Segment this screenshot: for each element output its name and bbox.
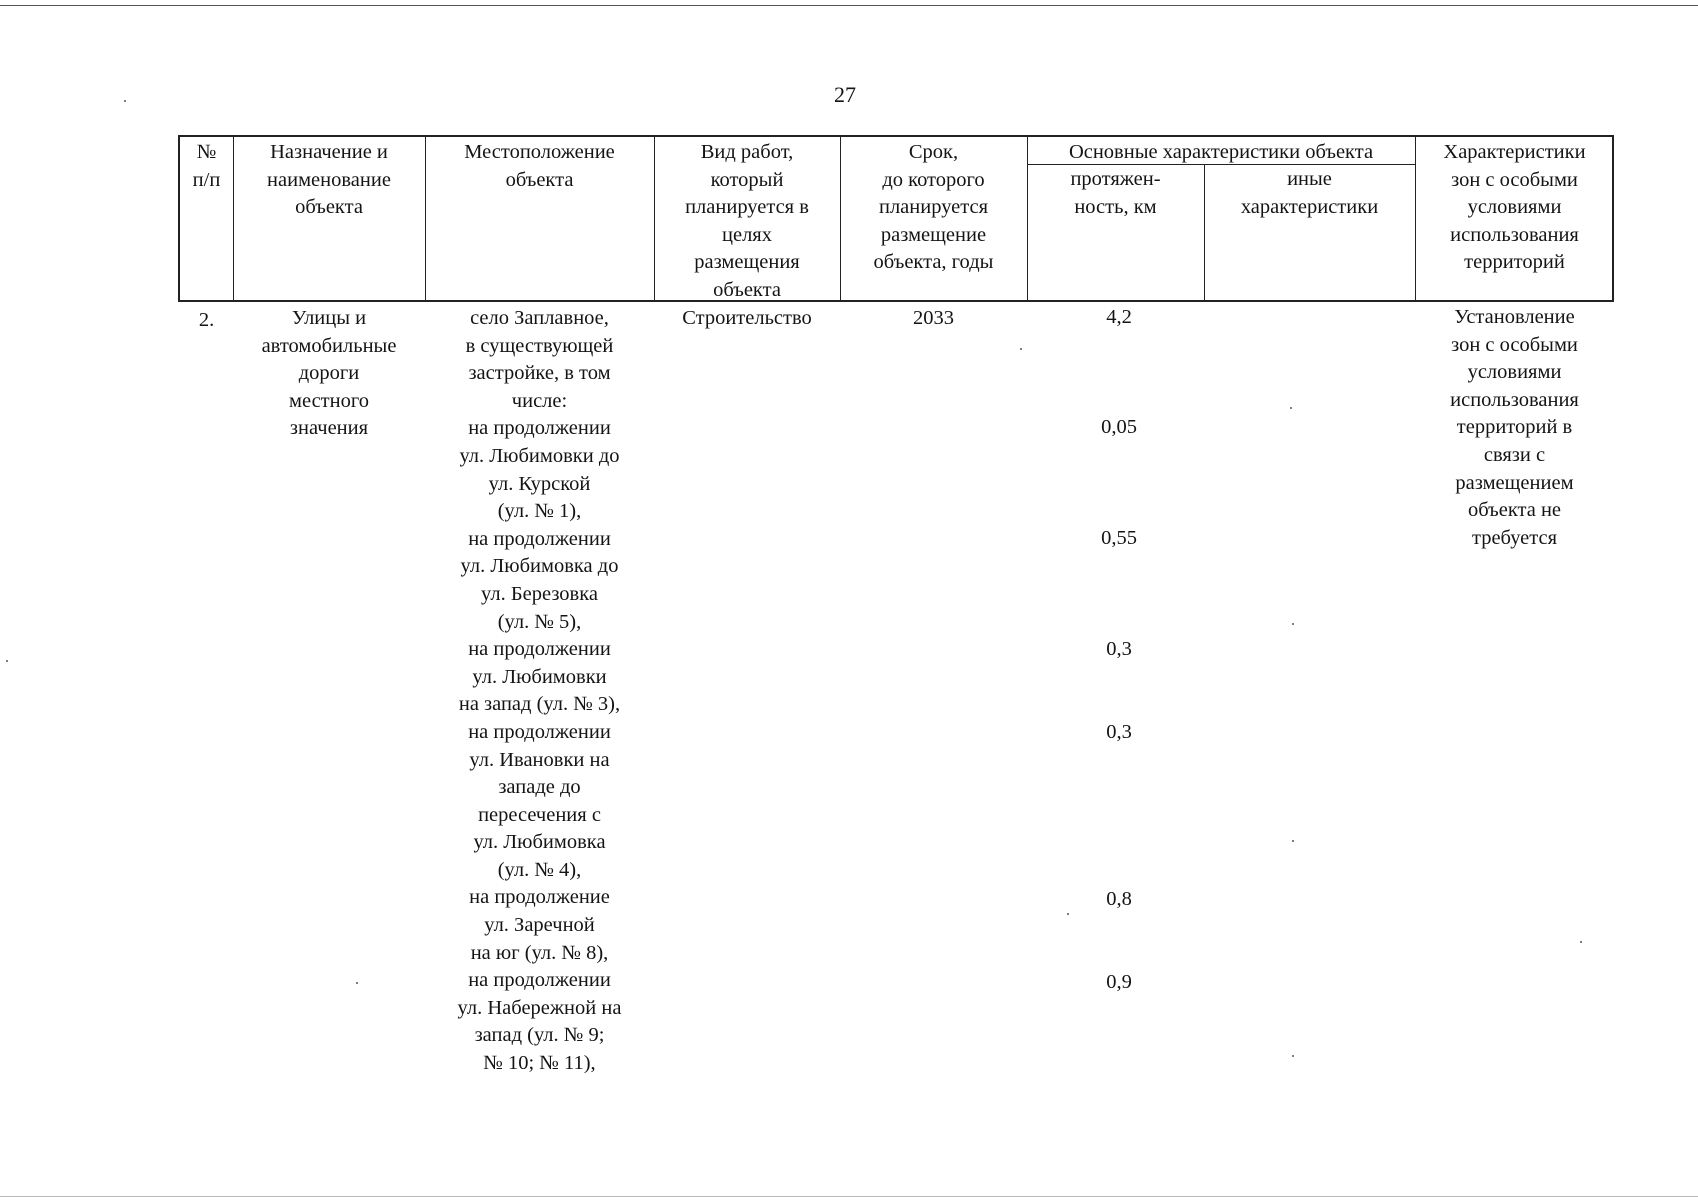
purpose-line: значения [289,417,369,440]
scan-speck [1292,623,1294,625]
row-work-type: Строительство [682,307,812,329]
location-line: ул. Березовка [481,582,598,605]
header-col-other [1204,166,1415,221]
zones-line: требуется [1471,526,1558,549]
zones-line: связи с [1483,443,1546,466]
header-col-deadline [840,139,1027,277]
length-value: 0,9 [1106,971,1132,993]
header-text: использования [1450,223,1579,246]
location-line: (ул. № 1), [497,500,582,523]
header-text: Вид работ, [700,141,794,163]
zones-line: территорий в [1456,416,1573,439]
header-text: территорий [1464,251,1565,273]
zones-line: условиями [1467,361,1562,384]
length-value: 4,2 [1106,306,1132,328]
header-col-number [180,139,233,194]
zones-line: размещением [1455,471,1574,494]
header-text: объекта [505,168,574,191]
header-col-zones [1415,139,1614,277]
location-line: ул. Любимовка [473,831,606,854]
row-purpose [233,305,425,443]
header-text: Срок, [908,141,959,163]
scan-speck [1580,941,1582,943]
scan-speck [6,660,8,662]
location-line: на продолжение [469,886,610,909]
header-text: характеристики [1240,195,1379,218]
location-line: на продолжении [468,720,611,743]
length-value: 0,3 [1106,638,1132,660]
location-line: № 10; № 11), [483,1052,596,1075]
location-line: ул. Любимовки [472,665,607,688]
location-line: на продолжении [468,638,611,661]
header-col-location [425,139,654,194]
scan-speck [356,982,358,984]
header-text: который [710,168,784,191]
header-col-work-type [654,139,840,304]
location-line: на запад (ул. № 3), [458,693,621,716]
scan-speck [1290,407,1292,409]
location-line: (ул. № 5), [497,610,582,633]
header-text: условиями [1467,196,1562,218]
location-line: запад (ул. № 9; [474,1024,605,1047]
header-text: Характеристики [1443,141,1586,163]
scan-edge-top [0,5,1698,6]
header-text: целях [722,223,772,246]
header-text: объекта, годы [873,251,994,273]
length-value: 0,05 [1101,416,1137,438]
location-line: ул. Ивановки на [469,748,610,771]
scan-speck [1292,1055,1294,1057]
location-line: ул. Любимовки до [459,444,620,467]
header-col-purpose [233,139,425,222]
length-value: 0,8 [1106,888,1132,910]
header-text: п/п [192,168,221,191]
header-text: иные [1287,168,1332,190]
scan-speck [1292,840,1294,842]
location-line: на продолжении [468,969,611,992]
page-number: 27 [834,82,856,107]
header-col-main-characteristics: Основные характеристики объекта [1068,141,1374,163]
scan-speck [1020,348,1022,350]
header-text: Назначение и [270,141,388,163]
location-line: на юг (ул. № 8), [470,941,609,964]
header-text: протяжен- [1070,168,1161,190]
header-text: наименование [267,168,391,191]
row-location [425,305,654,1078]
purpose-line: автомобильные [261,334,397,357]
length-value: 0,3 [1106,721,1132,743]
location-line: в существующей [465,334,614,357]
location-line: на продолжении [468,527,611,550]
header-text: объекта [713,278,781,301]
header-text: Местоположение [464,141,615,163]
purpose-line: дороги [298,362,360,385]
location-line: числе: [511,389,568,412]
location-line: село Заплавное, [470,307,609,329]
header-text: размещения [694,251,800,273]
header-text: ность, км [1074,195,1157,218]
location-line: (ул. № 4), [497,858,582,881]
scan-speck [124,100,126,102]
zones-line: использования [1450,388,1579,411]
header-col-length [1027,166,1204,221]
header-text: № [196,141,217,163]
header-text: объекта [295,196,363,218]
zones-line: Установление [1454,306,1575,328]
scan-edge-bottom [0,1196,1698,1197]
header-text: планируется в [685,196,809,218]
location-line: ул. Курской [488,472,591,495]
header-text: размещение [880,223,987,246]
row-number: 2. [198,309,215,331]
location-line: ул. Заречной [484,914,595,937]
location-line: западе до [498,776,581,799]
location-line: ул. Любимовка до [460,555,619,578]
purpose-line: Улицы и [291,307,367,329]
row-deadline: 2033 [913,307,954,329]
row-zones [1415,304,1614,552]
scan-speck [1067,913,1069,915]
location-line: ул. Набережной на [457,996,622,1019]
header-text: зон с особыми [1451,168,1578,191]
purpose-line: местного [288,389,369,412]
location-line: на продолжении [468,417,611,440]
header-text: планируется [878,196,989,218]
location-line: пересечения с [478,803,601,826]
zones-line: зон с особыми [1451,333,1578,356]
header-text: до которого [882,168,985,191]
zones-line: объекта не [1467,499,1562,522]
length-value: 0,55 [1101,527,1137,549]
location-line: застройке, в том [468,362,611,385]
